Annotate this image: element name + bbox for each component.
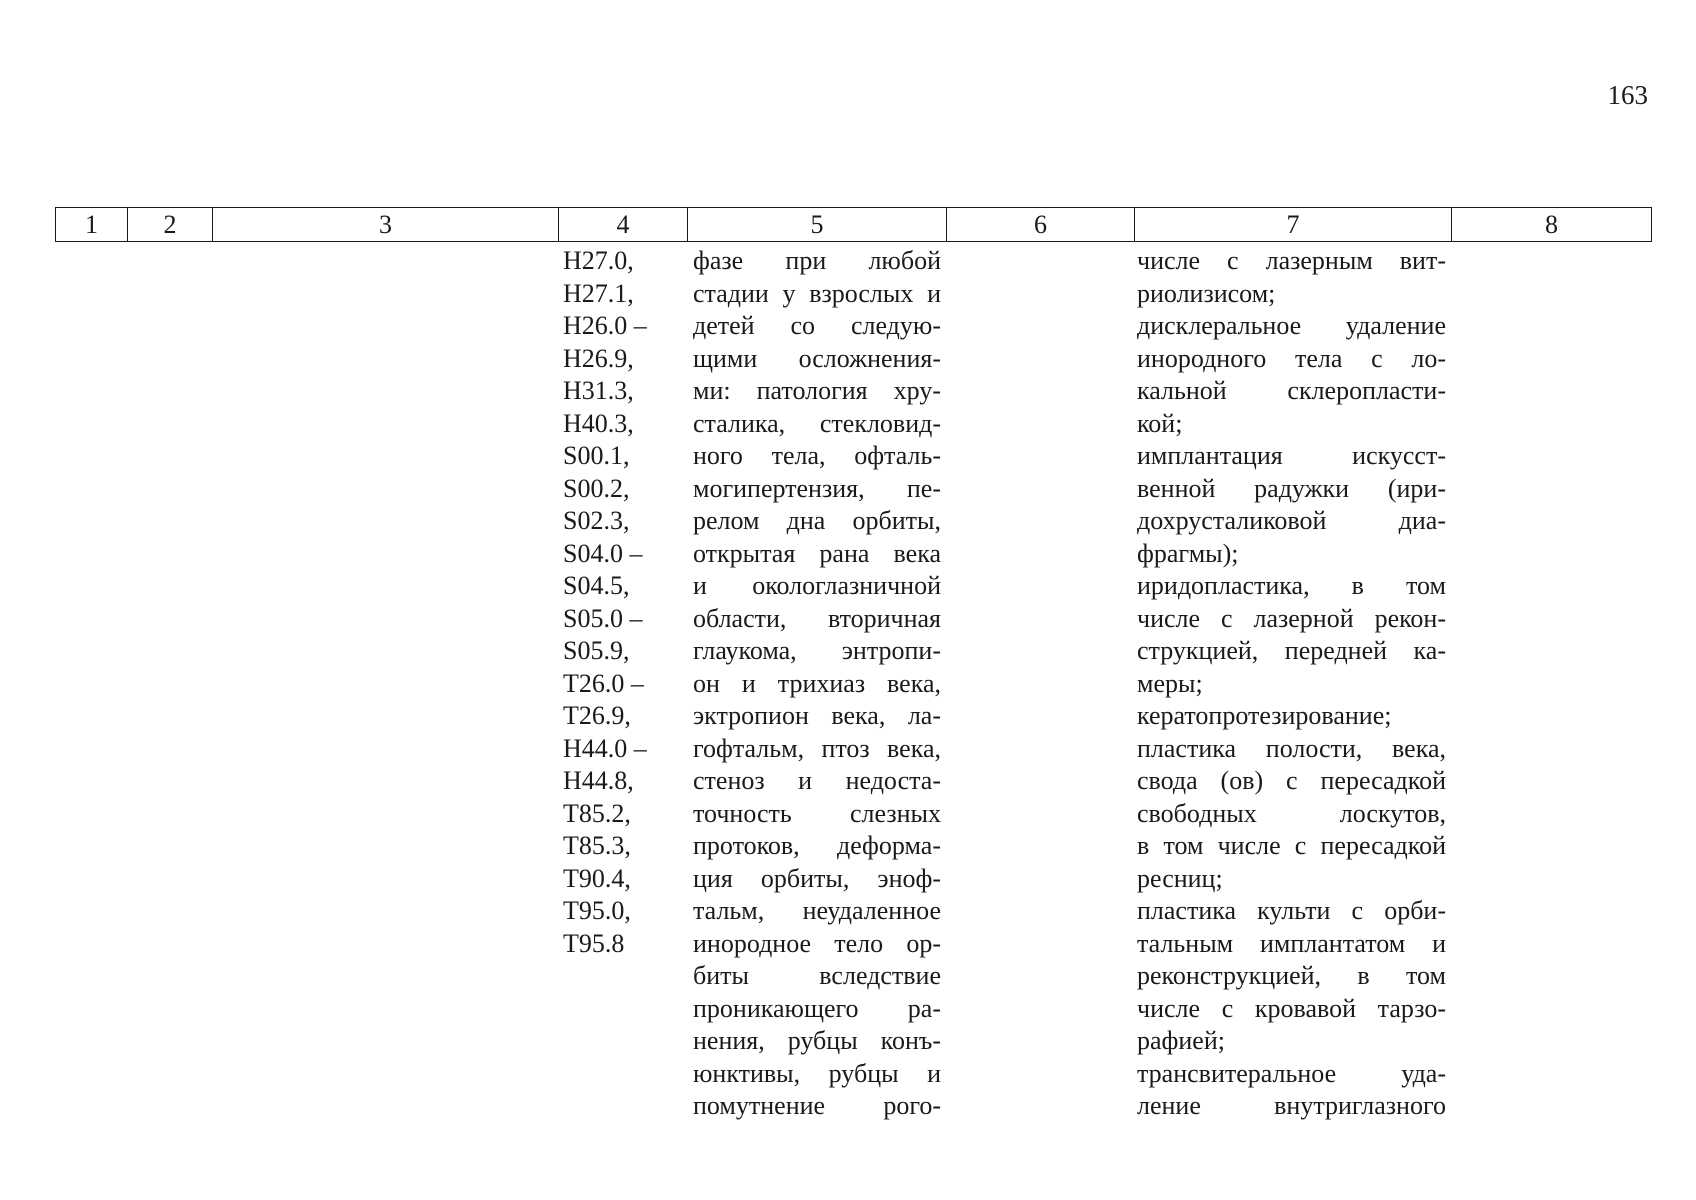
diagnosis-code-line: S00.2, — [563, 473, 630, 503]
description-text-line: щими осложнения- — [693, 343, 941, 373]
treatment-text-line: пластика полости, века, — [1137, 733, 1446, 763]
header-cell-2: 2 — [128, 208, 213, 242]
description-text-line: биты вследствие — [693, 961, 941, 990]
diagnosis-code-line: T26.0 – — [563, 668, 644, 698]
description-text-line: проникающего ра- — [693, 993, 941, 1023]
header-cell-6: 6 — [947, 208, 1135, 242]
diagnosis-code-line: T95.8 — [563, 928, 625, 958]
treatment-methods-column — [1137, 245, 1446, 1123]
treatment-text-line: струкцией, передней ка- — [1137, 636, 1446, 665]
description-text-line: точность слезных — [693, 798, 941, 828]
diagnosis-code-line: H26.9, — [563, 343, 634, 373]
diagnosis-code-line: H31.3, — [563, 376, 634, 405]
diagnosis-code-line: H26.0 – — [563, 311, 647, 340]
description-text-line: гофтальм, птоз века, — [693, 733, 941, 763]
header-cell-8: 8 — [1452, 208, 1652, 242]
description-text-line: ми: патология хру- — [693, 376, 941, 405]
header-cell-5: 5 — [688, 208, 947, 242]
diagnosis-code-line: S05.0 – — [563, 603, 643, 633]
treatment-text-line: ление внутриглазного — [1137, 1091, 1446, 1120]
treatment-text-line: числе с лазерным вит- — [1137, 246, 1446, 275]
header-row — [56, 208, 1652, 242]
diagnosis-code-line: T95.0, — [563, 896, 631, 925]
treatment-text-line: пластика культи с орби- — [1137, 896, 1446, 925]
description-text-line: юнктивы, рубцы и — [693, 1058, 941, 1088]
treatment-text-line: кой; — [1137, 408, 1183, 438]
diagnosis-code-line: S02.3, — [563, 506, 630, 535]
description-text-line: области, вторичная — [693, 603, 941, 633]
description-text-line: тальм, неудаленное — [693, 896, 941, 925]
treatment-text-line: ресниц; — [1137, 863, 1223, 893]
diagnosis-code-line: H40.3, — [563, 408, 634, 438]
description-text-line: ного тела, офталь- — [693, 441, 941, 470]
diagnosis-code-line: H44.8, — [563, 766, 634, 795]
page-number: 163 — [1607, 80, 1648, 110]
header-cell-3: 3 — [213, 208, 559, 242]
treatment-text-line: реконструкцией, в том — [1137, 961, 1446, 990]
description-text-line: инородное тело ор- — [693, 928, 941, 958]
treatment-text-line: свободных лоскутов, — [1137, 798, 1446, 828]
header-cell-7: 7 — [1135, 208, 1452, 242]
treatment-text-line: кератопротезирование; — [1137, 701, 1392, 730]
treatment-text-line: трансвитеральное уда- — [1137, 1058, 1446, 1088]
treatment-text-line: кальной склеропласти- — [1137, 376, 1446, 405]
description-text-line: эктропион века, ла- — [693, 701, 941, 730]
diagnosis-code-line: S04.5, — [563, 571, 630, 600]
treatment-text-line: фрагмы); — [1137, 538, 1239, 568]
description-text-line: и окологлазничной — [693, 571, 941, 600]
diagnosis-code-line: S05.9, — [563, 636, 630, 665]
treatment-text-line: инородного тела с ло- — [1137, 343, 1446, 373]
treatment-text-line: имплантация искусст- — [1137, 441, 1446, 470]
diagnosis-code-line: H27.1, — [563, 278, 634, 308]
description-text-line: глаукома, энтропи- — [693, 636, 941, 665]
condition-description-column — [693, 245, 941, 1123]
treatment-text-line: числе с кровавой тарзо- — [1137, 993, 1446, 1023]
diagnosis-code-line: H27.0, — [563, 246, 634, 275]
description-text-line: могипертензия, пе- — [693, 473, 941, 503]
treatment-text-line: свода (ов) с пересадкой — [1137, 766, 1446, 795]
diagnosis-code-line: T85.2, — [563, 798, 631, 828]
description-text-line: фазе при любой — [693, 246, 941, 275]
treatment-text-line: тальным имплантатом и — [1137, 928, 1446, 958]
description-text-line: сталика, стекловид- — [693, 408, 941, 438]
header-cell-4: 4 — [559, 208, 688, 242]
description-text-line: открытая рана века — [693, 538, 941, 568]
diagnosis-code-line: S00.1, — [563, 441, 630, 470]
header-cell-1: 1 — [56, 208, 128, 242]
diagnosis-code-line: T26.9, — [563, 701, 631, 730]
treatment-text-line: риолизисом; — [1137, 278, 1276, 308]
description-text-line: детей со следую- — [693, 311, 941, 340]
description-text-line: помутнение рого- — [693, 1091, 941, 1120]
treatment-text-line: иридопластика, в том — [1137, 571, 1446, 600]
treatment-text-line: дисклеральное удаление — [1137, 311, 1446, 340]
treatment-text-line: числе с лазерной рекон- — [1137, 603, 1446, 633]
description-text-line: релом дна орбиты, — [693, 506, 941, 535]
column-number-header — [55, 207, 1652, 242]
diagnosis-code-line: T85.3, — [563, 831, 631, 860]
description-text-line: ция орбиты, эноф- — [693, 863, 941, 893]
description-text-line: стеноз и недоста- — [693, 766, 941, 795]
treatment-text-line: дохрусталиковой диа- — [1137, 506, 1446, 535]
diagnosis-code-line: S04.0 – — [563, 538, 643, 568]
diagnosis-code-line: H44.0 – — [563, 733, 647, 763]
treatment-text-line: рафией; — [1137, 1026, 1225, 1055]
treatment-text-line: меры; — [1137, 668, 1203, 698]
treatment-text-line: венной радужки (ири- — [1137, 473, 1446, 503]
description-text-line: нения, рубцы конъ- — [693, 1026, 941, 1055]
diagnosis-code-line: T90.4, — [563, 863, 631, 893]
diagnosis-codes-column — [563, 245, 678, 960]
description-text-line: он и трихиаз века, — [693, 668, 941, 698]
description-text-line: стадии у взрослых и — [693, 278, 941, 308]
description-text-line: протоков, деформа- — [693, 831, 941, 860]
treatment-text-line: в том числе с пересадкой — [1137, 831, 1446, 860]
